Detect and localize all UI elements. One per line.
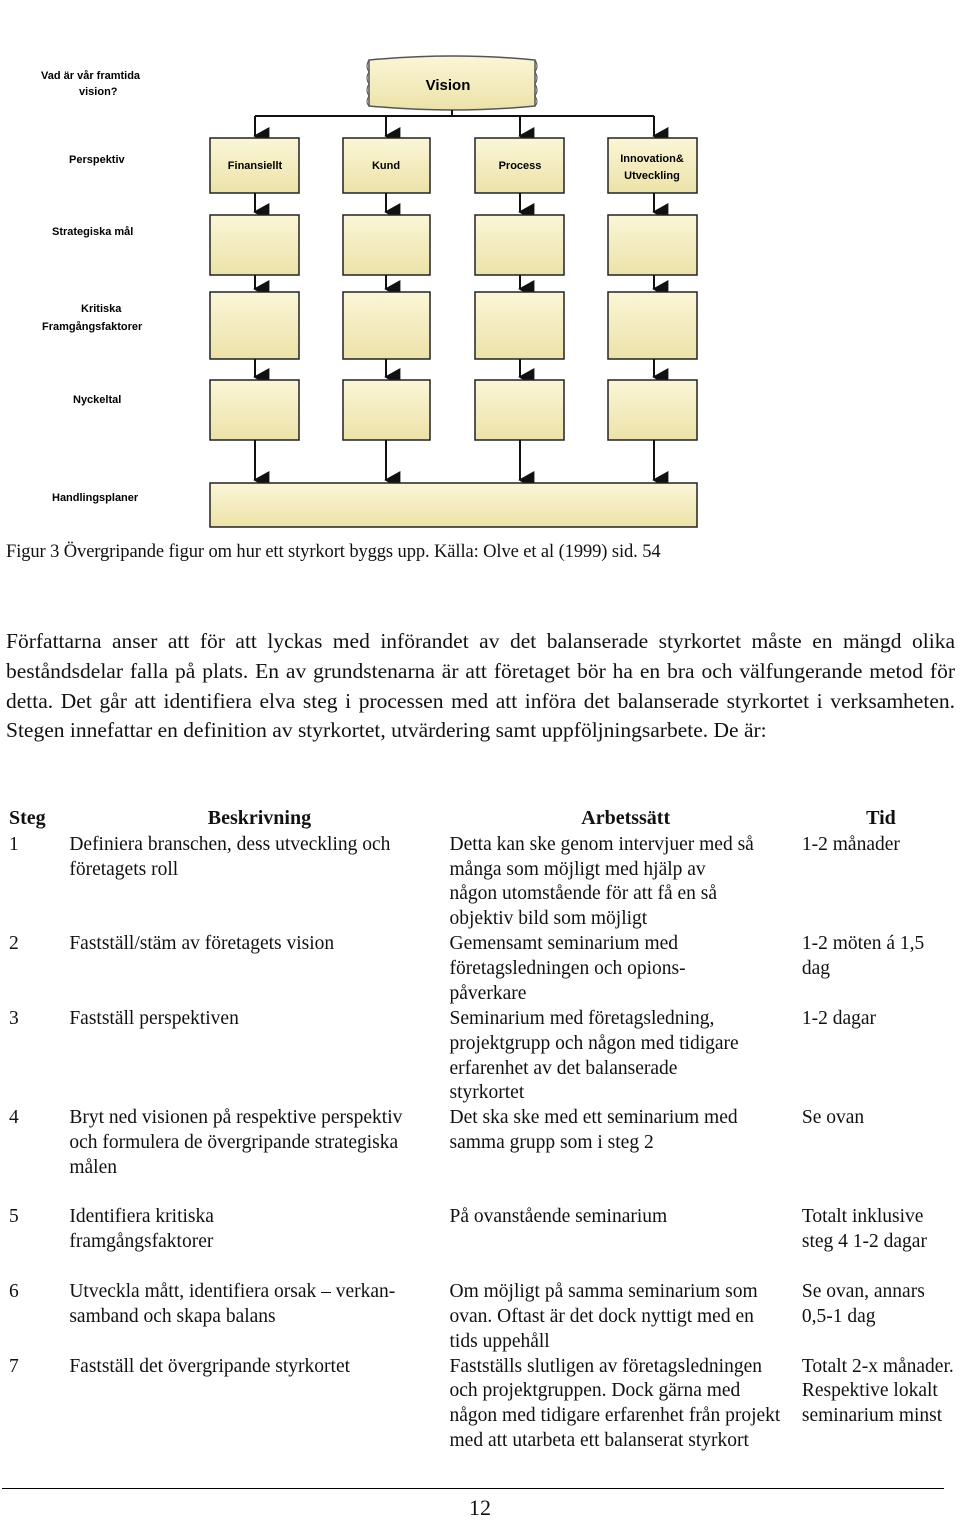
perspective-label-kund: Kund <box>371 160 401 172</box>
cell-tid: 1-2 månader <box>801 833 900 855</box>
cell-arbetssatt: Fastställs slutligen av företagsledningen och projektgruppen. Dock gärna med någon med tidigare erfarenhet från projekt med att utarbeta ett balanserat styrkort <box>449 1355 781 1451</box>
cell-tid: Se ovan, annars 0,5-1 dag <box>801 1281 925 1327</box>
label-perspektiv: Perspektiv <box>69 154 125 166</box>
label-nyckeltal: Nyckeltal <box>73 394 122 406</box>
strategic-goal-box-4 <box>608 215 697 275</box>
strategic-goal-box-1 <box>210 215 299 275</box>
table-row <box>0 833 960 932</box>
cell-arbetssatt: Seminarium med företagsledning, projektgrupp och någon med tidigare erfarenhet av det balanserade styrkortet <box>449 1007 739 1104</box>
header-steg: Steg <box>9 807 46 829</box>
success-factor-box-1 <box>210 292 299 359</box>
column-innovation <box>608 138 697 480</box>
footer-divider <box>2 1488 944 1489</box>
header-beskrivning: Beskrivning <box>207 807 312 829</box>
cell-steg: 6 <box>9 1281 19 1303</box>
cell-arbetssatt: Det ska ske med ett seminarium med samma grupp som i steg 2 <box>449 1107 738 1153</box>
kpi-box-3 <box>475 380 564 440</box>
table-row <box>0 1355 960 1454</box>
table-row <box>0 1007 960 1106</box>
cell-beskrivning: Identifiera kritiska framgångsfaktorer <box>69 1206 214 1252</box>
label-kritiska-2: Framgångsfaktorer <box>42 321 143 333</box>
kpi-box-1 <box>210 380 299 440</box>
table-row <box>0 1106 960 1205</box>
balanced-scorecard-figure <box>5 48 845 534</box>
perspective-label-finansiellt: Finansiellt <box>227 160 283 172</box>
steps-table <box>0 806 960 1454</box>
cell-beskrivning: Utveckla mått, identifiera orsak – verkan-samband och skapa balans <box>69 1281 396 1327</box>
success-factor-box-4 <box>608 292 697 359</box>
header-tid: Tid <box>866 807 896 829</box>
cell-steg: 1 <box>9 833 19 855</box>
column-kund <box>343 138 430 480</box>
strategic-goal-box-2 <box>343 215 430 275</box>
strategic-goal-box-3 <box>475 215 564 275</box>
label-vision-question-1: Vad är vår framtida <box>41 70 141 82</box>
table-row <box>0 932 960 1007</box>
cell-steg: 7 <box>9 1355 19 1377</box>
cell-beskrivning: Fastställ/stäm av företagets vision <box>69 932 335 954</box>
perspective-box-innovation <box>608 138 697 193</box>
vision-label: Vision <box>425 77 471 94</box>
label-strategiska-mal: Strategiska mål <box>52 226 134 238</box>
perspective-label-innovation-2: Utveckling <box>624 170 680 182</box>
cell-beskrivning: Fastställ perspektiven <box>69 1007 239 1029</box>
label-kritiska-1: Kritiska <box>81 303 122 315</box>
cell-steg: 4 <box>9 1107 19 1129</box>
cell-tid: Se ovan <box>801 1107 865 1129</box>
body-paragraph: Författarna anser att för att lyckas med införandet av det balanserade styrkortet måste en mängd olika beståndsdelar falla på plats. En av grundstenarna är att företaget bör ha en bra och välfungerande metod för detta. Det går att identifiera elva steg i processen med att införa det balanserade styrkortet i verksamheten. Stegen innefattar en definition av styrkortet, utvärdering samt uppföljningsarbete. De är: <box>6 629 955 743</box>
vision-connectors <box>255 110 654 136</box>
cell-steg: 3 <box>9 1007 19 1029</box>
kpi-box-4 <box>608 380 697 440</box>
success-factor-box-3 <box>475 292 564 359</box>
column-finansiellt <box>210 138 299 480</box>
cell-steg: 2 <box>9 932 19 954</box>
cell-arbetssatt: Om möjligt på samma seminarium som ovan. Oftast är det dock nyttigt med en tids uppehåll <box>449 1281 758 1352</box>
column-process <box>475 138 564 480</box>
table-row <box>0 1205 960 1280</box>
cell-arbetssatt: Gemensamt seminarium med företagsledningen och opions-påverkare <box>449 932 686 1004</box>
perspective-label-process: Process <box>498 160 542 172</box>
cell-tid: 1-2 möten á 1,5 dag <box>801 932 925 979</box>
cell-beskrivning: Fastställ det övergripande styrkortet <box>69 1355 351 1377</box>
page-number: 12 <box>469 1495 491 1520</box>
cell-tid: Totalt inklusive steg 4 1-2 dagar <box>801 1206 927 1252</box>
cell-beskrivning: Definiera branschen, dess utveckling och företagets roll <box>69 833 391 880</box>
vision-box <box>367 56 537 110</box>
cell-steg: 5 <box>9 1206 19 1228</box>
cell-tid: 1-2 dagar <box>801 1007 877 1029</box>
kpi-box-2 <box>343 380 430 440</box>
figure-caption: Figur 3 Övergripande figur om hur ett styrkort byggs upp. Källa: Olve et al (1999) sid. 54 <box>6 542 661 562</box>
cell-tid: Totalt 2-x månader. Respektive lokalt seminarium minst <box>801 1355 954 1427</box>
table-header-row <box>0 806 960 833</box>
perspective-label-innovation-1: Innovation& <box>620 153 684 165</box>
cell-beskrivning: Bryt ned visionen på respektive perspektiv och formulera de övergripande strategiska målen <box>69 1107 403 1178</box>
cell-arbetssatt: Detta kan ske genom intervjuer med så många som möjligt med hjälp av någon utomstående för att få en så objektiv bild som möjligt <box>449 833 754 930</box>
cell-arbetssatt: På ovanstående seminarium <box>449 1206 668 1228</box>
label-handlingsplaner: Handlingsplaner <box>52 492 139 504</box>
action-plan-box <box>210 483 697 527</box>
header-arbetssatt: Arbetssätt <box>581 807 671 829</box>
success-factor-box-2 <box>343 292 430 359</box>
table-row <box>0 1280 960 1354</box>
label-vision-question-2: vision? <box>79 86 118 98</box>
